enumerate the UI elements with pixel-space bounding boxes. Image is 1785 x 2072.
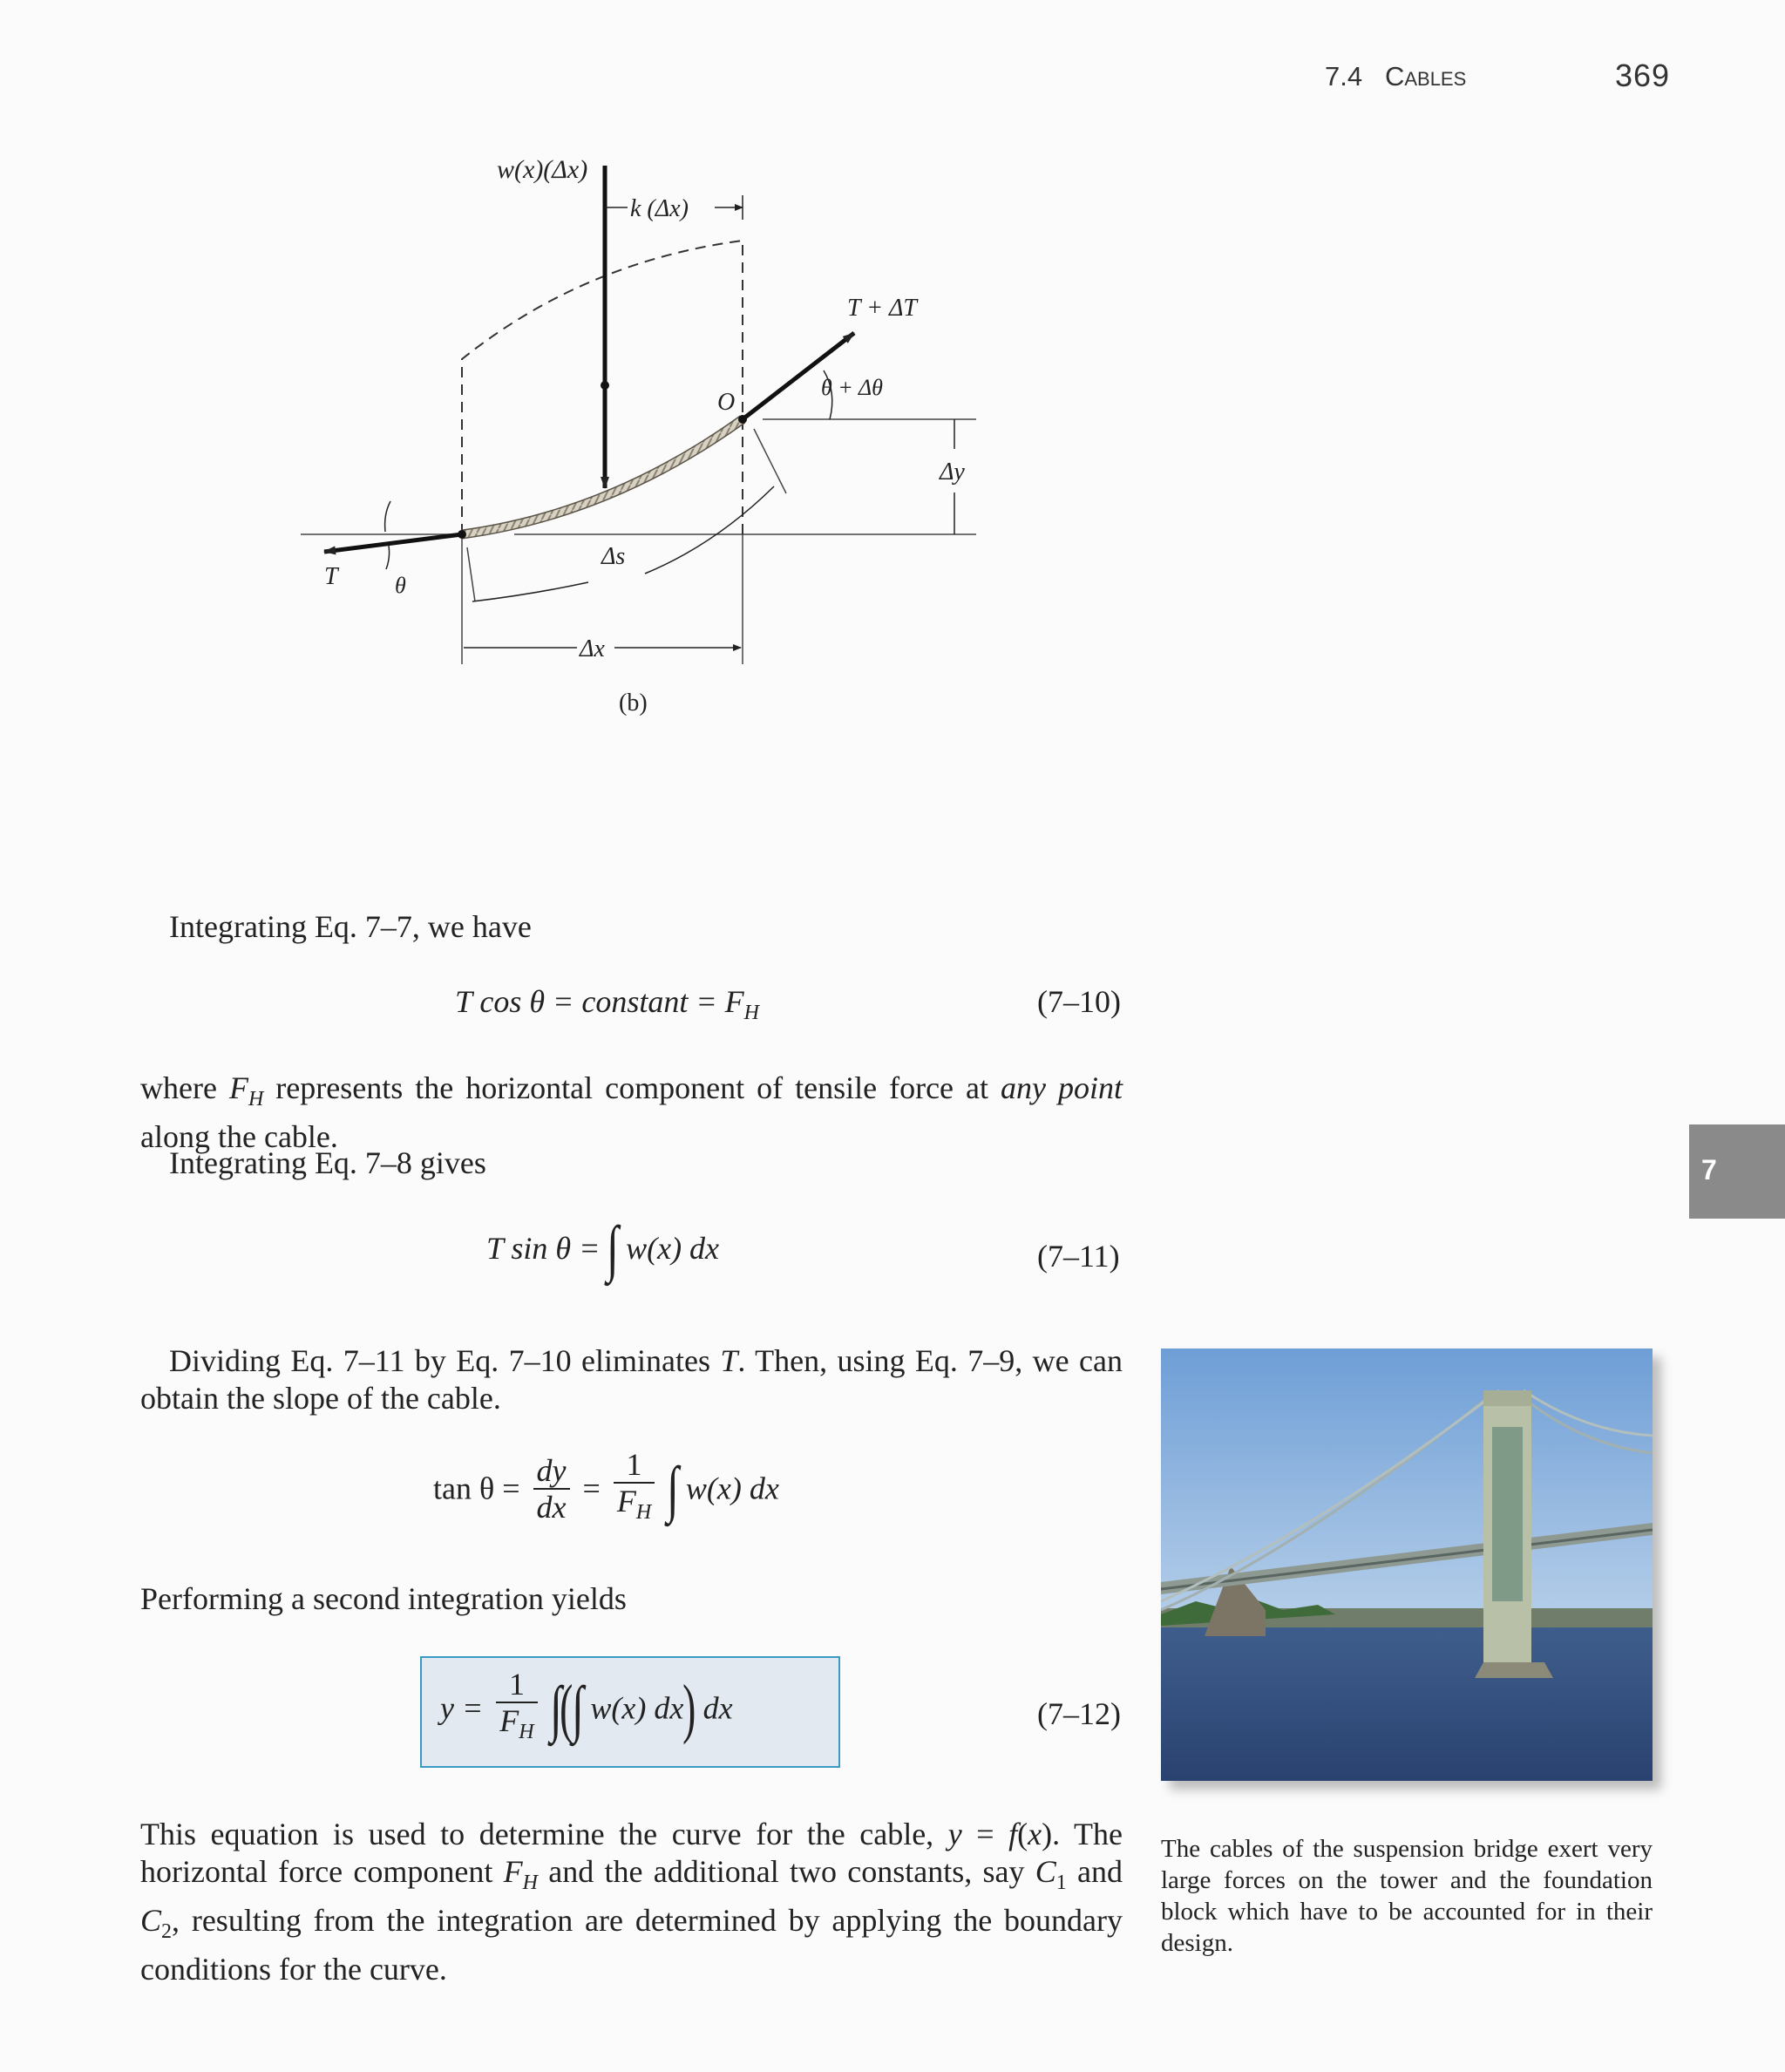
chapter-tab-number: 7 xyxy=(1701,1154,1717,1185)
eq-7-12-den-f: F xyxy=(499,1703,519,1738)
slope-num1: dy xyxy=(533,1453,570,1490)
eq-7-12-lhs: y = xyxy=(440,1690,484,1726)
eq-7-11-lhs: T sin θ = xyxy=(486,1231,601,1266)
cable-outline xyxy=(462,419,743,534)
suspension-bridge-photo xyxy=(1161,1348,1653,1781)
ds-ext-right xyxy=(754,429,786,493)
section-number: 7.4 xyxy=(1325,61,1363,92)
paragraph-dividing xyxy=(140,1342,1123,1417)
paragraph-integrating-77: Integrating Eq. 7–7, we have xyxy=(169,909,532,944)
running-header-section xyxy=(1325,61,1466,92)
equation-7-11 xyxy=(486,1213,719,1283)
figure-label: (b) xyxy=(619,690,648,717)
slope-den1: dx xyxy=(536,1489,567,1525)
paragraph-boundary-conditions: This equation is used to determine the curve for the cable, y = f(x). The horizontal force component $F_H$ and the additional two constants, say $C_1$ and $C_2$, resulting from the integration are determined by applying the boundary conditions for the curve. xyxy=(140,1817,1123,1987)
p2-text-c: along the cable. xyxy=(140,1119,338,1154)
slope-one-over-fh xyxy=(614,1447,655,1530)
label-k-dx: k (Δx) xyxy=(630,195,689,222)
section-title: Cables xyxy=(1384,61,1467,92)
integral-sign: ∫ xyxy=(607,1213,620,1283)
p6-text-b: . The horizontal force component xyxy=(140,1817,1123,1889)
p6-fh: $F_H$ xyxy=(503,1854,538,1894)
equation-slope xyxy=(433,1447,779,1530)
paragraph-fh-definition xyxy=(140,1070,1123,1156)
paragraph-second-integration: Performing a second integration yields xyxy=(140,1581,627,1616)
free-body-diagram xyxy=(279,148,994,732)
p4-text-a: Dividing Eq. 7–11 by Eq. 7–10 eliminates xyxy=(169,1343,721,1378)
p6-fx: f xyxy=(1008,1817,1018,1851)
ds-ext-left xyxy=(467,547,475,601)
slope-lhs: tan θ = xyxy=(433,1471,520,1506)
right-paren: ) xyxy=(682,1671,696,1745)
slope-den2: $F_H$ xyxy=(616,1484,652,1524)
label-ds: Δs xyxy=(601,543,626,570)
slope-den2-f: F xyxy=(616,1484,636,1518)
bridge-illustration xyxy=(1161,1348,1653,1781)
label-point-o: O xyxy=(717,389,736,416)
slope-dy-dx xyxy=(533,1453,570,1525)
eq-7-12-den: $F_H$ xyxy=(499,1703,534,1743)
label-tension-start: T xyxy=(324,563,338,590)
label-load: w(x)(Δx) xyxy=(497,155,588,184)
integral-sign: ∫ xyxy=(667,1453,679,1524)
eq-7-12-outer: dx xyxy=(702,1690,733,1726)
equation-7-12 xyxy=(440,1667,733,1749)
slope-rhs: w(x) dx xyxy=(685,1471,779,1506)
label-dx: Δx xyxy=(580,635,605,662)
cable-element xyxy=(462,419,743,534)
eq-7-11-rhs: w(x) dx xyxy=(626,1231,720,1266)
theta-arc-top xyxy=(385,501,390,532)
label-angle-start: θ xyxy=(395,573,406,598)
p2-text-b: represents the horizontal component of tensile force at xyxy=(263,1070,1001,1105)
p2-any-point: any point xyxy=(1001,1070,1123,1105)
left-paren: ( xyxy=(560,1671,574,1745)
slope-equals: = xyxy=(582,1471,601,1506)
p6-c1: $C_1$ xyxy=(1035,1854,1067,1894)
eq-7-10-body: T cos θ = constant = F xyxy=(455,984,744,1019)
eq-7-10-sub: H xyxy=(743,1002,759,1024)
slope-num2: 1 xyxy=(614,1447,655,1484)
p2-fh: $F_H$ xyxy=(228,1070,264,1111)
p6-text-d: and xyxy=(1066,1854,1123,1889)
chapter-tab xyxy=(1689,1124,1785,1219)
tension-arrow-left xyxy=(324,534,462,552)
p6-text-a: This equation is used to determine the curve for the cable, xyxy=(140,1817,948,1851)
eq-7-12-fraction xyxy=(496,1667,537,1749)
paragraph-integrating-78: Integrating Eq. 7–8 gives xyxy=(169,1145,486,1180)
equation-number-7-12: (7–12) xyxy=(1037,1696,1121,1731)
page-number: 369 xyxy=(1615,58,1671,93)
cable-element-figure xyxy=(279,148,994,732)
p6-text-c: and the additional two constants, say xyxy=(537,1854,1035,1889)
equation-7-10 xyxy=(455,983,759,1025)
photo-caption: The cables of the suspension bridge exert very large forces on the tower and the foundation block which have to be accounted for in their design. xyxy=(1161,1835,1653,1957)
label-dy: Δy xyxy=(940,459,965,486)
equation-number-7-11: (7–11) xyxy=(1037,1239,1120,1274)
p4-t: T xyxy=(720,1343,738,1378)
equation-number-7-10: (7–10) xyxy=(1037,984,1121,1019)
ds-arc-left xyxy=(472,582,588,601)
theta-arc-bottom xyxy=(386,546,390,569)
ds-arc-right xyxy=(645,486,774,574)
label-angle-end: θ + Δθ xyxy=(821,375,883,400)
outer-integral-sign: ∫ xyxy=(549,1673,562,1743)
p2-text-a: where xyxy=(140,1070,229,1105)
p4-text-b: . Then, using Eq. 7–9, we can obtain the slope of the cable. xyxy=(140,1343,1123,1416)
load-point xyxy=(601,381,609,390)
label-tension-end: T + ΔT xyxy=(847,295,917,322)
eq-7-12-num: 1 xyxy=(496,1667,537,1703)
p6-c2: $C_2$ xyxy=(140,1903,173,1943)
p6-text-e: , resulting from the integration are determined by applying the boundary conditions for the curve. xyxy=(140,1903,1123,1987)
inner-integral-sign: ∫ xyxy=(571,1673,584,1743)
p6-y-fx: y xyxy=(947,1817,962,1851)
eq-7-12-inner: w(x) dx xyxy=(590,1690,684,1726)
